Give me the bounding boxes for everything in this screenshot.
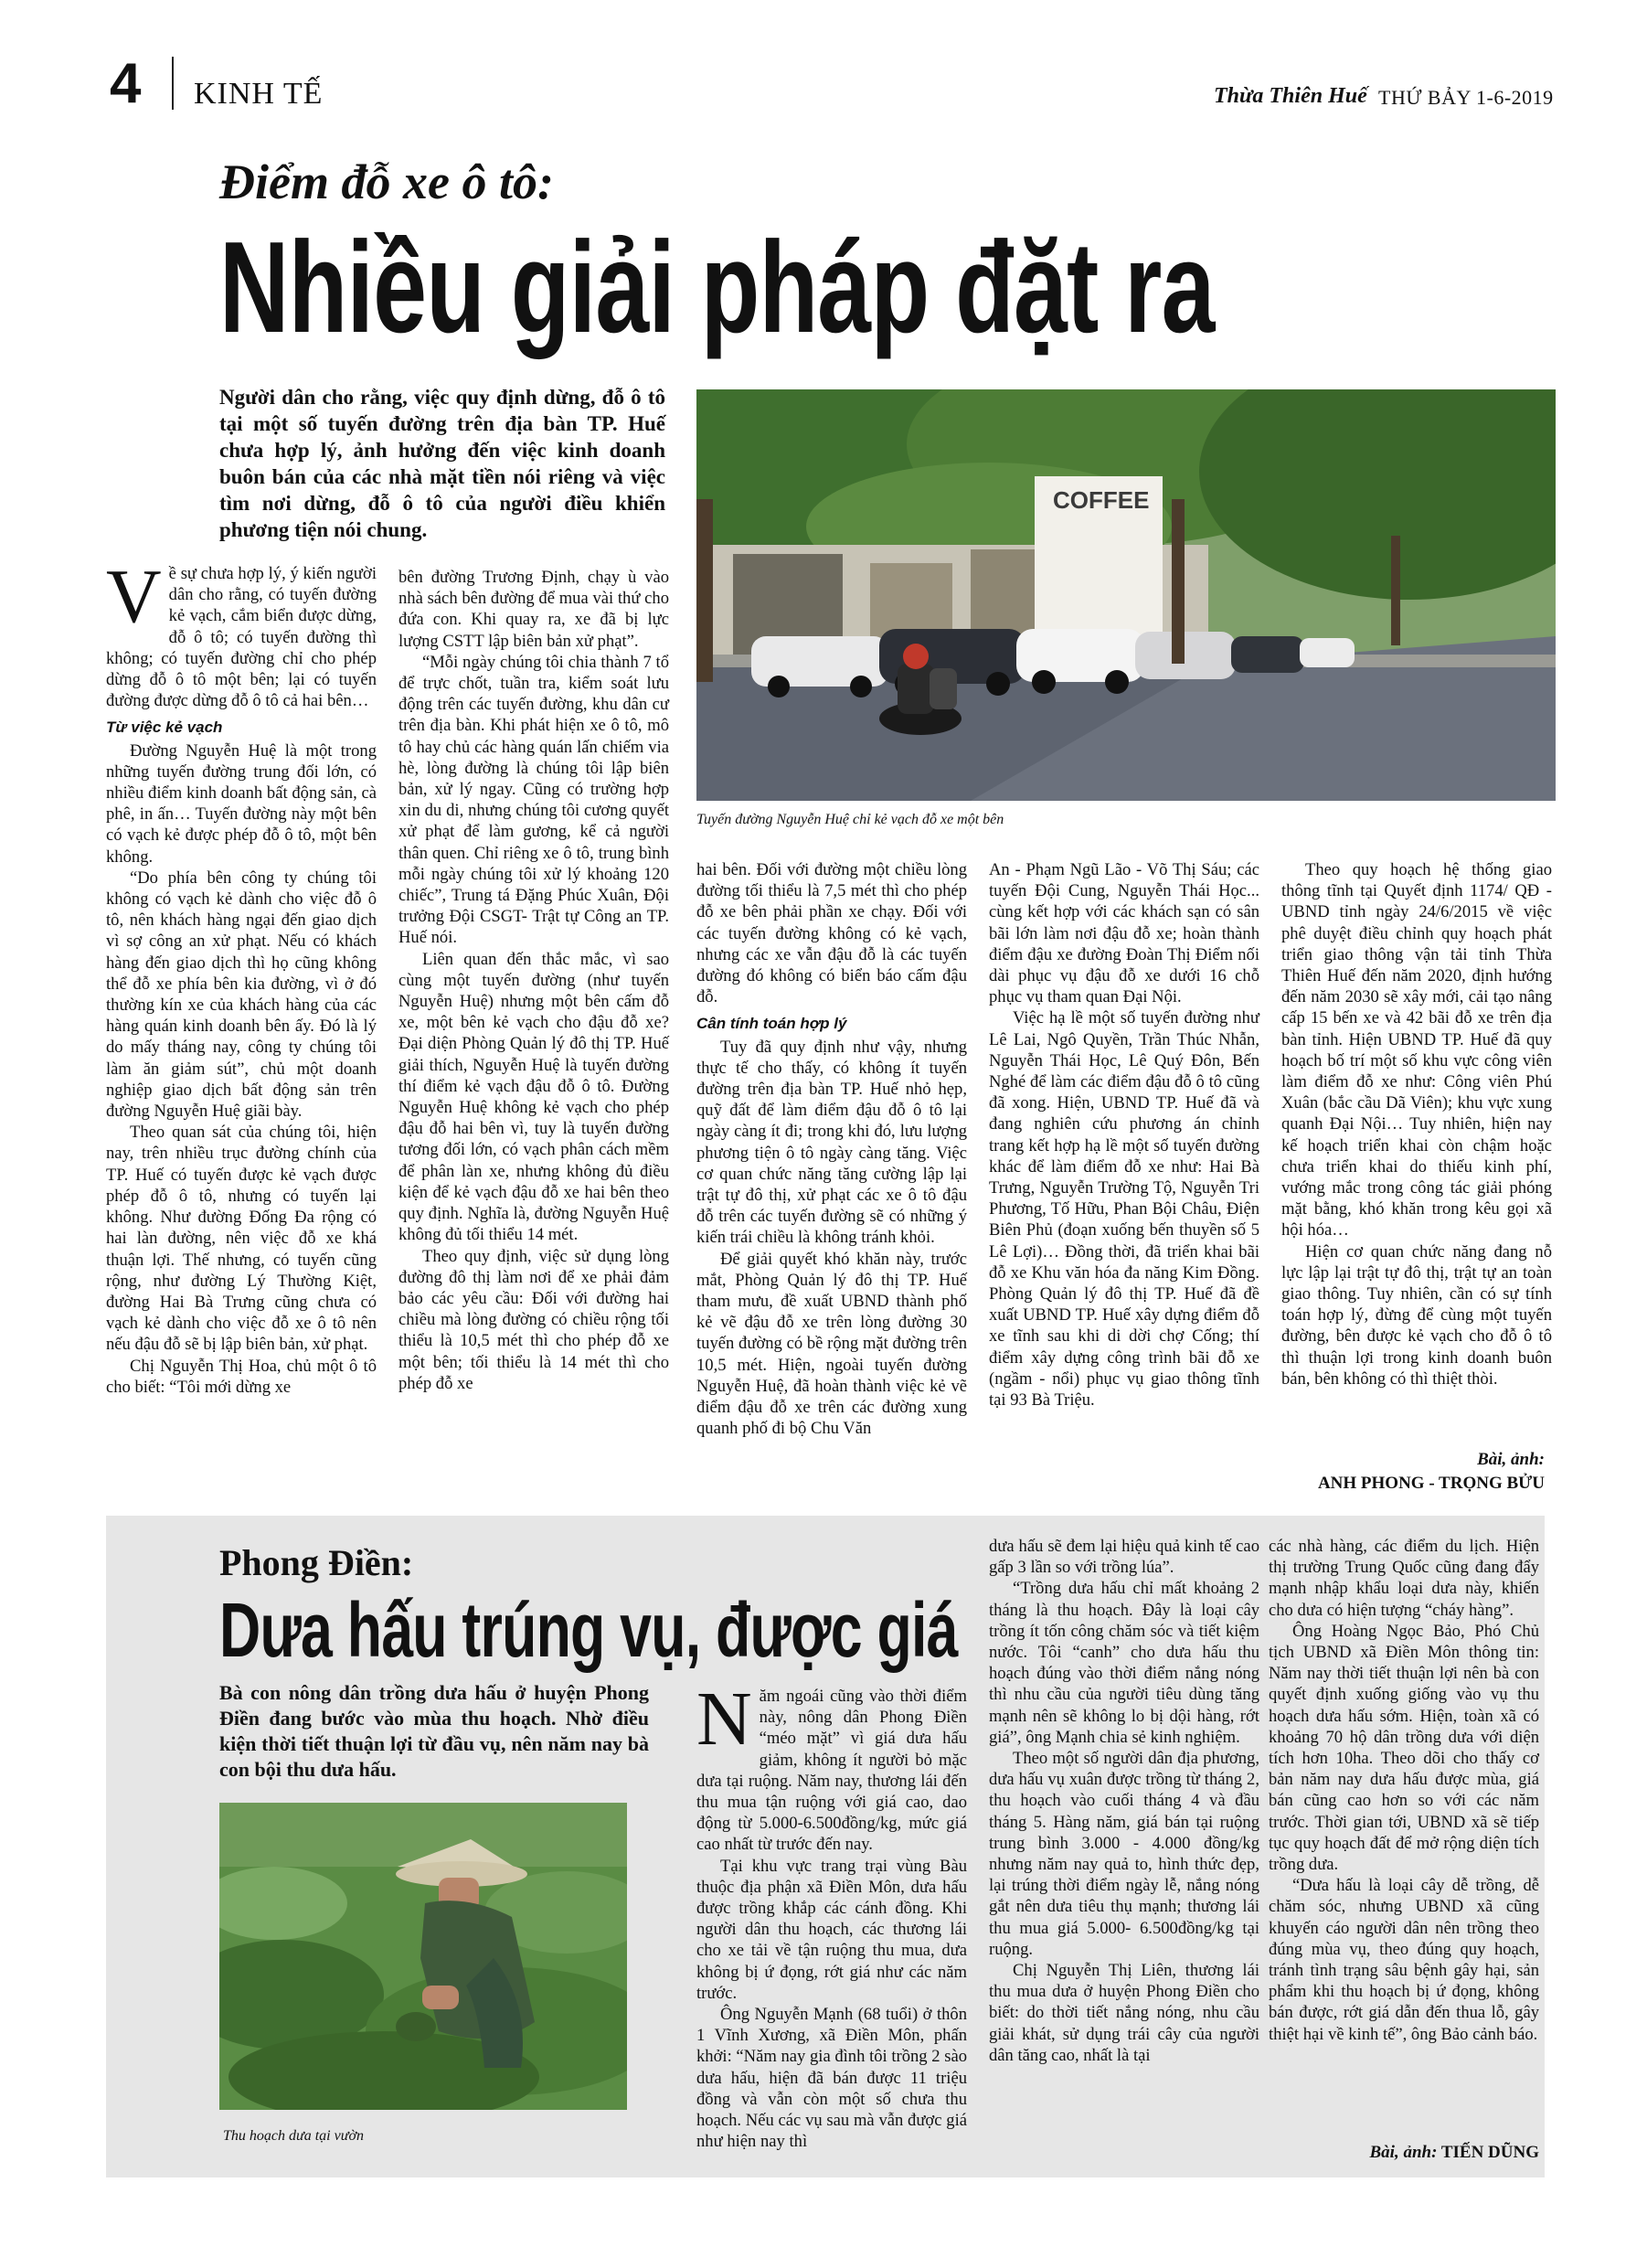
paragraph: Theo một số người dân địa phương, dưa hấu vụ xuân được trồng từ tháng 2, thu hoạch vào cuối tháng 4 và đầu tháng 5. Hàng năm, giá bán tại ruộng trung bình 3.000 - 4.000 đồng/kg nhưng năm nay quả to, hình thức đẹp, lại trúng thời điểm ngày lễ, nắng nóng gắt nên dưa tiêu thụ mạnh; thương lái thu mua giá 5.000- 6.500đồng/kg tại ruộng.	[989, 1749, 1259, 1959]
article1-byline-names: ANH PHONG - TRỌNG BỬU	[1317, 1474, 1545, 1493]
paragraph: Để giải quyết khó khăn này, trước mắt, Phòng Quản lý đô thị TP. Huế tham mưu, đề xuất UBND thành phố kẻ vẽ đậu đỗ xe trên lòng đường 30 tuyến đường có bề rộng mặt đường trên 10,5 mét. Hiện, ngoài tuyến đường Nguyễn Huệ, đã hoàn thành việc kẻ vẽ điểm đậu đỗ xe trên các đường xung quanh phố đi bộ Chu Văn	[696, 1249, 967, 1439]
paragraph: Tuy đã quy định như vậy, nhưng thực tế cho thấy, có không ít tuyến đường trên địa bàn TP. Huế nhỏ hẹp, quỹ đất để làm điểm đậu đỗ ô tô lại ngày càng ít đi; trong khi đó, lưu lượng phương tiện ô tô ngày càng tăng. Việc cơ quan chức năng tăng cường lập lại trật tự đô thị, xử phạt các xe ô tô đậu đỗ trên các tuyến đường sẽ có những ý kiến trái chiều là không tránh khỏi.	[696, 1037, 967, 1248]
paragraph: bên đường Trương Định, chạy ù vào nhà sách bên đường để mua vài thứ cho đứa con. Khi quay ra, xe đã bị lực lượng CSTT lập biên bản xử phạt”.	[398, 568, 669, 651]
paragraph: Hiện cơ quan chức năng đang nỗ lực lập lại trật tự đô thị, trật tự an toàn giao thông. Tuy nhiên, cần có sự tính toán hợp lý, đừng để cùng một tuyến đường, bên được kẻ vạch cho đỗ ô tô thì thuận lợi trong kinh doanh buôn bán, bên không có thì thiệt thòi.	[1281, 1241, 1552, 1389]
paragraph: An - Phạm Ngũ Lão - Võ Thị Sáu; các tuyến Đội Cung, Nguyễn Thái Học... cùng kết hợp với các khách sạn có sân bãi lớn làm nơi đậu đỗ xe; hoàn thành điểm đậu xe đường Đoàn Thị Điểm nối dài phục vụ đậu đỗ xe dưới 16 chỗ phục vụ tham quan Đại Nội.	[989, 860, 1259, 1007]
article1-column-3	[696, 859, 967, 1439]
issue-date: THỨ BẢY 1-6-2019	[1378, 86, 1554, 109]
article1-column-5	[1281, 859, 1552, 1390]
article1-sapo: Người dân cho rằng, việc quy định dừng, đỗ ô tô tại một số tuyến đường trên địa bàn TP. Huế chưa hợp lý, ảnh hưởng đến việc kinh doanh buôn bán của các nhà mặt tiền nói riêng và việc tìm nơi dừng, đỗ ô tô của người điều khiển phương tiện nói chung.	[219, 386, 665, 541]
article2-column-3	[1269, 1536, 1539, 2045]
coffee-sign: COFFEE	[1053, 486, 1150, 514]
paragraph: Tại khu vực trang trại vùng Bàu thuộc địa phận xã Điền Môn, dưa hấu được trồng khắp các cánh đồng. Khi người dân thu hoạch, các thương lái cho xe tải về tận ruộng thu mua, dưa không bị ứ đọng, rớt giá như các năm trước.	[696, 1856, 967, 2003]
header-divider	[172, 57, 174, 110]
paragraph: dưa hấu sẽ đem lại hiệu quả kinh tế cao gấp 3 lần so với trồng lúa”.	[989, 1537, 1259, 1578]
newspaper-name: Thừa Thiên Huế	[1214, 84, 1367, 108]
harvest-photo-caption: Thu hoạch dưa tại vườn	[223, 2128, 364, 2144]
article1-lead-paragraph: ề sự chưa hợp lý, ý kiến người dân cho rằng, có tuyến đường kẻ vạch, cắm biển được dừng, đỗ ô tô; có tuyến đường thì không; có tuyến đường chỉ cho phép dừng đỗ ô tô một bên; lại có tuyến đường được dừng đỗ ô tô cả hai bên…	[106, 564, 377, 711]
article2-byline-names: TIẾN DŨNG	[1440, 2143, 1539, 2162]
article1-kicker: Điểm đỗ xe ô tô:	[219, 154, 554, 209]
paragraph: “Do phía bên công ty chúng tôi không có vạch kẻ dành cho việc đỗ ô tô, nên khách hàng ngại đến giao dịch vì sợ công an xử phạt. Nếu có khách hàng đến giao dịch thì họ cũng không thể đỗ xe phía bên kia đường, vì ở đó thường kín xe của khách hàng của các hàng quán kinh doanh bên ấy. Đó là lý do mấy tháng nay, công ty chúng tôi làm ăn giảm sút”, chủ một doanh nghiệp giao dịch bất động sản trên đường Nguyễn Huệ giãi bày.	[106, 868, 377, 1122]
paragraph: Theo quy hoạch hệ thống giao thông tĩnh tại Quyết định 1174/ QĐ - UBND tỉnh ngày 24/6/2015 về việc phê duyệt điều chỉnh quy hoạch phát triển giao thông vận tải tỉnh Thừa Thiên Huế đến năm 2020, định hướng đến năm 2030 sẽ xây mới, cải tạo nâng cấp 15 bến xe và 42 bãi đỗ xe trên địa bàn tỉnh. Hiện UBND TP. Huế đã quy hoạch bố trí một số khu vực công viên làm điểm đỗ xe như: Công viên Phú Xuân (bắc cầu Dã Viên); khu vực xung quanh Đại Nội… Tuy nhiên, hiện nay kế hoạch triển khai còn chậm hoặc chưa triển khai do thiếu kinh phí, vướng mắc trong công tác giải phóng mặt bằng, khó khăn trong kêu gọi xã hội hóa…	[1281, 860, 1552, 1240]
article1-column-1	[106, 554, 377, 1398]
paragraph: hai bên. Đối với đường một chiều lòng đường tối thiểu là 7,5 mét thì cho phép đỗ xe bên phải phần xe chạy. Đối với các tuyến đường không có kẻ vạch, nhưng các xe vẫn đậu đỗ là các tuyến đường đó không có biển báo cấm đậu đỗ.	[696, 860, 967, 1007]
paragraph: Đường Nguyễn Huệ là một trong những tuyến đường trung đối lớn, có nhiều điểm kinh doanh bất động sản, cà phê, in ấn… Tuyến đường này một bên có vạch kẻ được phép đỗ ô tô, một bên không.	[106, 740, 377, 867]
subhead-ke-vach: Từ việc kẻ vạch	[106, 719, 223, 737]
subhead-can-tinh-toan: Cân tính toán hợp lý	[696, 1015, 847, 1033]
article1-byline-label: Bài, ảnh:	[1477, 1450, 1545, 1469]
dropcap-n: N	[696, 1677, 752, 1762]
article1-headline: Nhiều giải pháp đặt ra	[219, 215, 1215, 360]
paragraph: Chị Nguyễn Thị Liên, thương lái thu mua dưa ở huyện Phong Điền cho biết: do thời tiết nắng nóng, nhu cầu giải khát, sử dụng trái cây của người dân tăng cao, nhất là tại	[989, 1961, 1259, 2065]
paragraph: Theo quy định, việc sử dụng lòng đường đô thị làm nơi để xe phải đảm bảo các yêu cầu: Đối với đường hai chiều mà lòng đường có chiều rộng tối thiểu là 10,5 mét thì cho phép đỗ xe một bên; tối thiểu là 14 mét thì cho phép đỗ xe	[398, 1246, 669, 1393]
paragraph: Chị Nguyễn Thị Hoa, chủ một ô tô cho biết: “Tôi mới dừng xe	[106, 1356, 377, 1397]
section-name: KINH TẾ	[194, 77, 324, 111]
page-header	[0, 0, 1647, 119]
article2-sapo: Bà con nông dân trồng dưa hấu ở huyện Phong Điền đang bước vào mùa thu hoạch. Nhờ điều kiện thời tiết thuận lợi từ đầu vụ, nên năm nay bà con bội thu dưa hấu.	[219, 1681, 649, 1781]
article2-column-2	[989, 1536, 1259, 2066]
article2-headline: Dưa hấu trúng vụ, được giá	[219, 1587, 958, 1673]
paragraph: “Mỗi ngày chúng tôi chia thành 7 tổ để trực chốt, tuần tra, kiểm soát lưu động trên các tuyến đường, khu dân cư trên địa bàn. Khi phát hiện xe ô tô, mô tô hay chủ các hàng quán lấn chiếm via hè, lòng đường là chúng tôi lập biên bản, xử lý ngay. Cũng có trường hợp xin du di, nhưng chúng tôi cương quyết xử phạt để làm gương, kể cả người thân quen. Chỉ riêng xe ô tô, trung bình mỗi ngày chúng tôi xử lý khoảng 120 chiếc”, Trung tá Đặng Phúc Xuân, Đội trưởng Đội CSGT- Trật tự Công an TP. Huế nói.	[398, 652, 669, 948]
article2-byline-label: Bài, ảnh:	[1369, 2143, 1438, 2162]
paragraph: Ông Hoàng Ngọc Bảo, Phó Chủ tịch UBND xã Điền Môn thông tin: Năm nay thời tiết thuận lợi nên bà con quyết định xuống giống vào vụ thu hoạch dưa hấu sớm. Hiện, toàn xã có khoảng 70 hộ dân trồng dưa với diện tích hơn 10ha. Theo dõi cho thấy cơ bản năm nay dưa hấu được mùa, giá bán cũng cao hơn so với các năm trước. Thời gian tới, UBND xã sẽ tiếp tục quy hoạch đất để mở rộng diện tích trồng dưa.	[1269, 1621, 1539, 1875]
paragraph: “Dưa hấu là loại cây dễ trồng, dễ chăm sóc, nhưng UBND xã cũng khuyến cáo người dân nên trồng theo đúng mùa vụ, theo đúng quy hoạch, tránh tình trạng sâu bệnh gây hại, sản phẩm khi thu hoạch bị ứ đọng, không bán được, rớt giá dẫn đến thua lỗ, gây thiệt hại về kinh tế”, ông Bảo cảnh báo.	[1269, 1876, 1539, 2044]
article1-column-4	[989, 859, 1259, 1411]
paragraph: Ông Nguyễn Mạnh (68 tuổi) ở thôn 1 Vĩnh Xương, xã Điền Môn, phấn khởi: “Năm nay gia đình tôi trồng 2 sào dưa hấu, hiện đã bán được 11 triệu đồng và vẫn còn một số chưa thu hoạch. Nếu các vụ sau mà vẫn được giá như hiện nay thì	[696, 2005, 967, 2152]
article2-byline	[1370, 2143, 1540, 2163]
article2-kicker: Phong Điền:	[219, 1542, 414, 1583]
paragraph: các nhà hàng, các điểm du lịch. Hiện thị trường Trung Quốc cũng đang đẩy mạnh nhập khẩu loại dưa này, khiến cho dưa có hiện tượng “cháy hàng”.	[1269, 1537, 1539, 1620]
page-number: 4	[110, 52, 142, 115]
dropcap-v: V	[106, 554, 162, 639]
paragraph: Việc hạ lề một số tuyến đường như Lê Lai, Ngô Quyền, Trần Thúc Nhẫn, Nguyễn Thái Học, Lê Quý Đôn, Bến Nghé để làm các điểm đậu đỗ ô tô cũng đã xong. Hiện, UBND TP. Huế đã và đang nghiên cứu phương án chỉnh trang kết hợp hạ lề một số tuyến đường khác để làm điểm đỗ xe như: Hai Bà Trưng, Nguyễn Trường Tộ, Nguyễn Tri Phương, Tố Hữu, Phan Bội Châu, Điện Biên Phủ (đoạn xuống bến thuyền số 5 Lê Lợi)… Đồng thời, đã triển khai bãi đỗ xe Khu văn hóa đa năng Kim Đồng. Phòng Quản lý đô thị TP. Huế đã đề xuất UBND TP. Huế xây dựng điểm đỗ xe tĩnh sau khi di dời chợ Cống; thí điểm xây dựng công trình bãi đỗ xe (ngầm - nổi) phục vụ giao thông tĩnh tại 93 Bà Triệu.	[989, 1008, 1259, 1411]
harvest-photo	[219, 1803, 627, 2110]
article1-column-2	[398, 567, 669, 1394]
street-photo	[696, 389, 1556, 801]
paragraph: Liên quan đến thắc mắc, vì sao cùng một tuyến đường (như tuyến Nguyễn Huệ) nhưng một bên cấm đỗ xe, một bên kẻ vạch cho đậu đỗ xe? Đại diện Phòng Quản lý đô thị TP. Huế giải thích, Nguyễn Huệ là tuyến đường thí điểm kẻ vạch đậu đỗ ô tô. Đường Nguyễn Huệ không kẻ vạch cho phép đậu đỗ hai bên vì, tuy là tuyến đường tương đối lớn, có vạch phân cách mềm để phân làn xe, nhưng không đủ điều kiện để kẻ vạch đậu đỗ xe hai bên theo quy định. Nghĩa là, đường Nguyễn Huệ không đủ tối thiểu 14 mét.	[398, 949, 669, 1245]
paragraph: Theo quan sát của chúng tôi, hiện nay, trên nhiều trục đường chính của TP. Huế có tuyến được kẻ vạch được phép đỗ ô tô, nhưng có tuyến lại không. Như đường Đống Đa rộng có hai làn đường, nên việc đỗ xe khá thuận lợi. Thế nhưng, có tuyến cũng rộng, như đường Lý Thường Kiệt, đường Hai Bà Trưng cũng chưa có vạch kẻ dành cho việc đỗ xe ô tô nên nếu đậu đỗ sẽ bị lập biên bản, xử phạt.	[106, 1123, 377, 1355]
article2-lead-paragraph: ăm ngoái cũng vào thời điểm này, nông dân Phong Điền “méo mặt” vì giá dưa hấu giảm, không ít người bỏ mặc dưa tại ruộng. Năm nay, thương lái đến thu mua tận ruộng với giá cao, dao động từ 5.000-6.500đồng/kg, mức giá cao nhất từ trước đến nay.	[696, 1687, 967, 1855]
article2-column-1	[696, 1677, 967, 2152]
street-photo-caption: Tuyến đường Nguyễn Huệ chỉ kẻ vạch đỗ xe một bên	[696, 812, 1004, 827]
paragraph: “Trồng dưa hấu chỉ mất khoảng 2 tháng là thu hoạch. Đây là loại cây trồng ít tốn công chăm sóc và tiết kiệm nước. Tôi “canh” cho dưa hấu thu hoạch đúng vào thời điểm nắng nóng thì nhu cầu của người tiêu dùng tăng mạnh nên sẽ không lo bị dội hàng, rớt giá”, ông Mạnh chia sẻ kinh nghiệm.	[989, 1579, 1259, 1747]
